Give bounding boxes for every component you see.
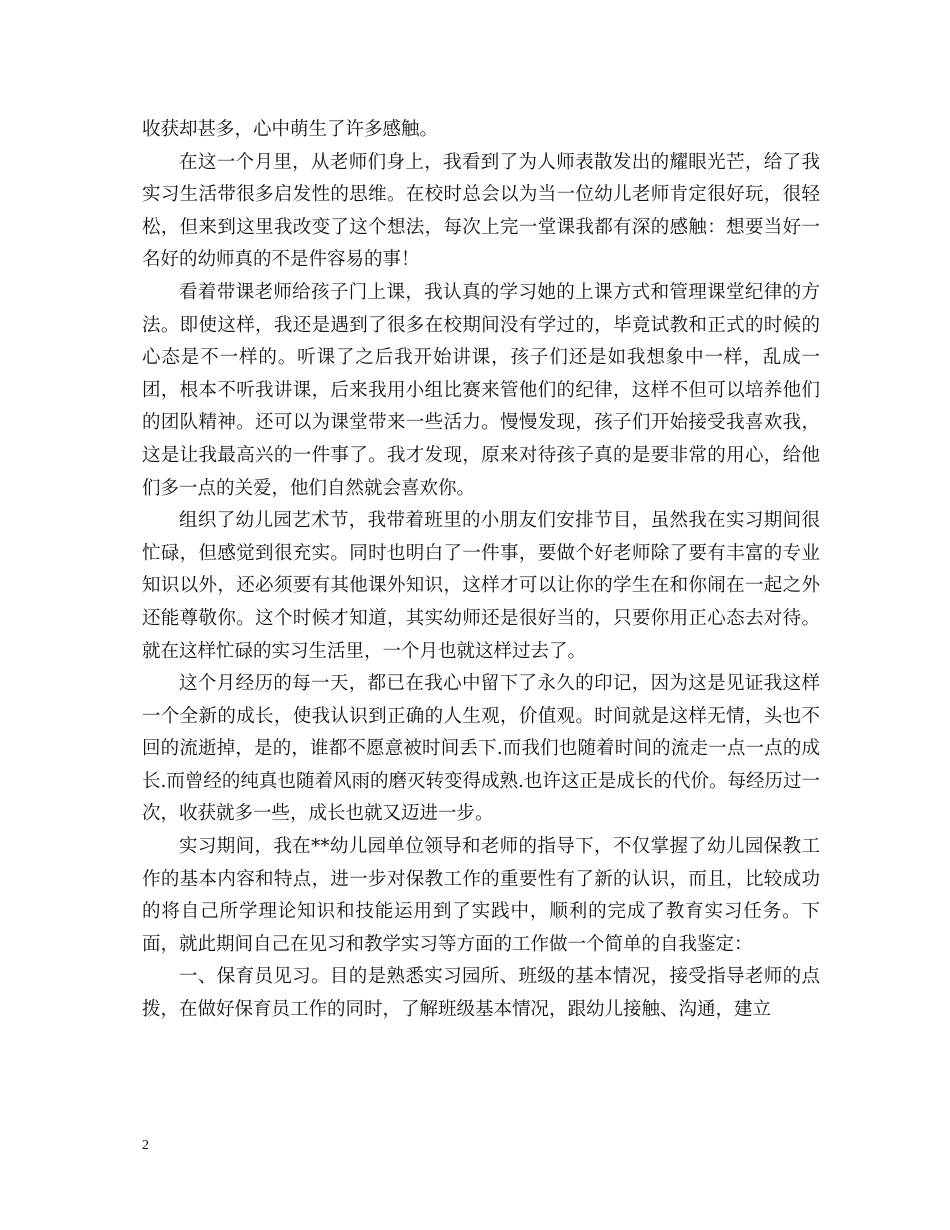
paragraph-art-festival: 组织了幼儿园艺术节，我带着班里的小朋友们安排节目，虽然我在实习期间很忙碌，但感觉到很充实。同时也明白了一件事，要做个好老师除了要有丰富的专业知识以外，还必须要有其他课外知识，这样才可以让你的学生在和你闹在一起之外还能尊敬你。这个时候才知道，其实幼师还是很好当的，只要你用正心态去对待。就在这样忙碌的实习生活里，一个月也就这样过去了。: [142, 510, 820, 662]
paragraph-nursery-observation: 一、保育员见习。目的是熟悉实习园所、班级的基本情况，接受指导老师的点拨，在做好保育员工作的同时，了解班级基本情况，跟幼儿接触、沟通，建立: [142, 966, 820, 1021]
paragraph-classroom-teaching: 看着带课老师给孩子门上课，我认真的学习她的上课方式和管理课堂纪律的方法。即使这样，我还是遇到了很多在校期间没有学过的，毕竟试教和正式的时候的心态是不一样的。听课了之后我开始讲课，孩子们还是如我想象中一样，乱成一团，根本不听我讲课，后来我用小组比赛来管他们的纪律，这样不但可以培养他们的团队精神。还可以为课堂带来一些活力。慢慢发现，孩子们开始接受我喜欢我，这是让我最高兴的一件事了。我才发现，原来对待孩子真的是要非常的用心，给他们多一点的关爱，他们自然就会喜欢你。: [142, 281, 820, 499]
page-number: 2: [142, 1138, 149, 1153]
paragraph-internship-summary: 实习期间，我在**幼儿园单位领导和老师的指导下，不仅掌握了幼儿园保教工作的基本内容和特点，进一步对保教工作的重要性有了新的认识，而且，比较成功的将自己所学理论知识和技能运用到了实践中，顺利的完成了教育实习任务。下面，就此期间自己在见习和教学实习等方面的工作做一个简单的自我鉴定：: [142, 836, 820, 955]
document-body: [142, 114, 820, 1027]
paragraph-continued: 收获却甚多，心中萌生了许多感触。: [142, 119, 439, 140]
paragraph-teachers-inspiration: 在这一个月里，从老师们身上，我看到了为人师表散发出的耀眼光芒，给了我实习生活带很多启发性的思维。在校时总会以为当一位幼儿老师肯定很好玩，很轻松，但来到这里我改变了这个想法，每次上完一堂课我都有深的感触：想要当好一名好的幼师真的不是件容易的事！: [142, 151, 820, 271]
paragraph-growth: 这个月经历的每一天，都已在我心中留下了永久的印记，因为这是见证我这样一个全新的成长，使我认识到正确的人生观，价值观。时间就是这样无情，头也不回的流逝掉，是的，谁都不愿意被时间丢下.而我们也随着时间的流走一点一点的成长.而曾经的纯真也随着风雨的磨灭转变得成熟.也许这正是成长的代价。每经历过一次，收获就多一些，成长也就又迈进一步。: [142, 673, 820, 825]
